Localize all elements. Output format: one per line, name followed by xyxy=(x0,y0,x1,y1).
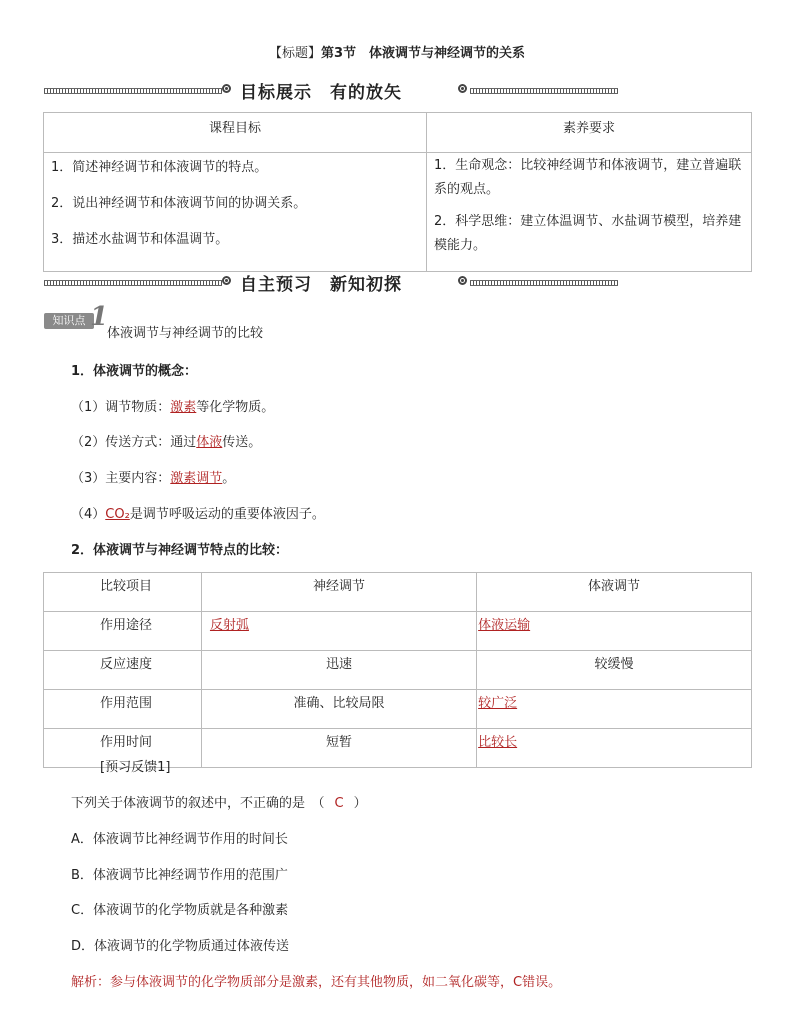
literacy-item: 2．科学思维：建立体温调节、水盐调节模型，培养建模能力。 xyxy=(434,214,742,253)
divider-right xyxy=(470,280,618,286)
concept-item-3 xyxy=(71,467,235,486)
section-title-goals: 目标展示 有的放矢 xyxy=(240,83,402,103)
literacy-item: 1．生命观念：比较神经调节和体液调节，建立普遍联系的观点。 xyxy=(434,158,742,197)
divider-left xyxy=(44,88,222,94)
divider-left xyxy=(44,280,222,286)
goals-right-cell xyxy=(427,153,752,272)
goal-item: 3．描述水盐调节和体温调节。 xyxy=(51,232,229,247)
table-cell: 迅速 xyxy=(201,651,476,690)
concept-text: 等化学物质。 xyxy=(196,400,275,415)
answer-blank: CO₂ xyxy=(105,507,130,522)
answer-blank: 激素 xyxy=(170,400,197,415)
page-title xyxy=(0,42,794,61)
section-bar-goals xyxy=(44,78,618,102)
concept-item-1 xyxy=(71,396,274,415)
feedback-question xyxy=(71,792,367,811)
goal-item: 2．说出神经调节和体液调节间的协调关系。 xyxy=(51,196,307,211)
table-cell: 反应速度 xyxy=(44,651,202,690)
concept-text: 传送。 xyxy=(222,435,262,450)
concept-text: 是调节呼吸运动的重要体液因子。 xyxy=(129,507,325,522)
goals-header-right: 素养要求 xyxy=(427,113,752,153)
question-text: 下列关于体液调节的叙述中，不正确的是 （ xyxy=(71,796,325,811)
table-cell: 作用时间 xyxy=(44,729,202,768)
section-title-preview: 自主预习 新知初探 xyxy=(240,275,402,295)
table-header-row xyxy=(44,573,752,612)
title-tag: 【标题】 xyxy=(268,46,321,61)
table-header-cell: 神经调节 xyxy=(201,573,476,612)
table-cell: 作用途径 xyxy=(44,612,202,651)
answer-blank: 激素调节 xyxy=(170,471,223,486)
table-cell: 作用范围 xyxy=(44,690,202,729)
knowledge-point-title: 体液调节与神经调节的比较 xyxy=(107,326,264,341)
feedback-label: [预习反馈1] xyxy=(100,760,171,775)
table-row xyxy=(44,612,752,651)
compare-table xyxy=(43,572,752,768)
table-cell: 准确、比较局限 xyxy=(201,690,476,729)
table-cell: 短暂 xyxy=(201,729,476,768)
goal-item: 1．简述神经调节和体液调节的特点。 xyxy=(51,160,268,175)
answer-blank: 较广泛 xyxy=(478,696,518,711)
answer-blank: 体液运输 xyxy=(478,618,531,633)
table-row xyxy=(44,651,752,690)
concept-heading: 1．体液调节的概念： xyxy=(71,364,198,379)
knowledge-point-badge: 知识点 xyxy=(44,313,94,329)
option-c: C．体液调节的化学物质就是各种激素 xyxy=(71,903,289,918)
divider-knob-icon xyxy=(458,84,467,93)
title-text: 第3节 体液调节与神经调节的关系 xyxy=(320,46,526,61)
answer-blank: 比较长 xyxy=(478,735,518,750)
analysis-text: 解析：参与体液调节的化学物质部分是激素，还有其他物质，如二氧化碳等，C错误。 xyxy=(71,975,562,990)
divider-knob-icon xyxy=(458,276,467,285)
divider-knob-icon xyxy=(222,276,231,285)
answer-choice: C xyxy=(334,796,344,811)
table-row xyxy=(44,690,752,729)
question-text: ） xyxy=(353,796,367,811)
concept-item-2 xyxy=(71,431,261,450)
concept-text: （3）主要内容： xyxy=(71,471,171,486)
table-header-cell: 比较项目 xyxy=(44,573,202,612)
concept-text: （2）传送方式：通过 xyxy=(71,435,197,450)
divider-knob-icon xyxy=(222,84,231,93)
option-b: B．体液调节比神经调节作用的范围广 xyxy=(71,868,288,883)
answer-blank: 反射弧 xyxy=(209,618,249,633)
goals-header-left: 课程目标 xyxy=(44,113,427,153)
concept-text: （1）调节物质： xyxy=(71,400,171,415)
divider-right xyxy=(470,88,618,94)
compare-heading: 2．体液调节与神经调节特点的比较： xyxy=(71,543,289,558)
goals-left-cell xyxy=(44,153,427,272)
concept-text: 。 xyxy=(222,471,236,486)
option-d: D．体液调节的化学物质通过体液传送 xyxy=(71,939,290,954)
table-cell: 较缓慢 xyxy=(477,651,752,690)
knowledge-point-number: 1 xyxy=(90,302,109,332)
concept-text: （4） xyxy=(71,507,106,522)
table-header-cell: 体液调节 xyxy=(477,573,752,612)
section-bar-preview xyxy=(44,270,618,294)
answer-blank: 体液 xyxy=(196,435,223,450)
option-a: A．体液调节比神经调节作用的时间长 xyxy=(71,832,288,847)
concept-item-4 xyxy=(71,503,325,522)
goals-table xyxy=(43,112,752,272)
